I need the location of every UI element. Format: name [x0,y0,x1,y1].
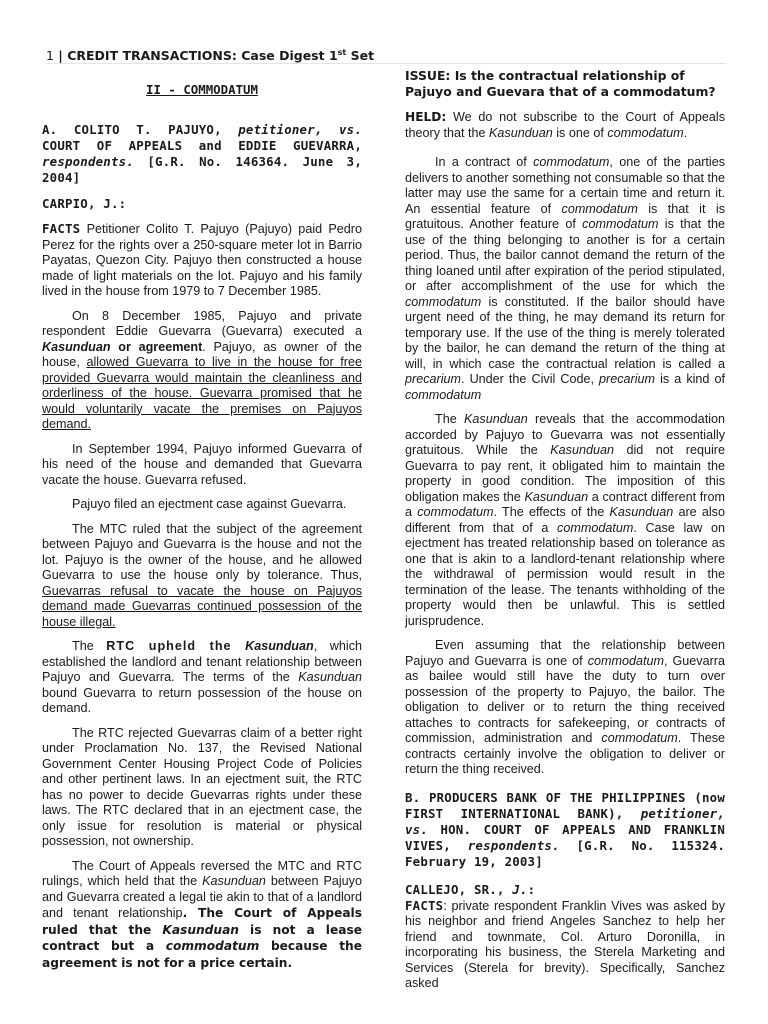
held-text-b: is one of [552,125,608,140]
p8-text-b: between Pajuyo and Guevarra created a legal tie akin to that of a landlord and tenant relationship [42,874,362,920]
case-b-petitioner: petitioner, vs. [405,805,725,837]
case-b-respondents: respondents. [467,837,560,853]
r2-comm-5: commodatum [405,387,482,402]
p8-kasunduan-2: Kasunduan [162,922,239,937]
r3-k1: Kasunduan [464,412,528,426]
p8-bold-2: is not a lease contract but a [42,922,362,953]
r2-e: is constituted. If the bailor should have urgent need of the thing, he may demand its return for temporary use. If the use of the thing is merely tolerated by the bailor, he can demand the return of the thing at will, in which case the contractual relation is called a [405,294,725,371]
p6-bold: RTC upheld the [106,639,246,653]
facts-text: Petitioner Colito T. Pajuyo (Pajuyo) paid Pedro Perez for the rights over a 250-square meter lot in Barrio Payatas, Quezon City. Pajuyo then constructed a house made of light materials on the lot. Pajuyo and his family lived in the house from 1979 to 7 December 1985. [42,222,362,298]
p2-underlined: allowed Guevarra to live in the house for free provided Guevarra would maintain the cleanliness and orderliness of the house. Guevarra promised that he would voluntarily vacate the premises on Pajuyos demand. [42,355,362,431]
issue-heading: ISSUE: Is the contractual relationship of Pajuyo and Guevara that of a commodatum? [405,68,716,99]
facts-b-text: : private respondent Franklin Vives was asked by his neighbor and friend Angeles Sanchez to help her friend and townmate, Col. Arturo Doronilla, in incorporating his business, the Sterela Marketing and Services (Sterela for brevity). Specifically, Sanchez asked [405,898,725,990]
r2-precarium-2: precarium [599,372,656,386]
case-a-heading [42,122,362,186]
r3-k2: Kasunduan [550,443,615,457]
case-a-petitioner: petitioner, vs. [238,122,362,137]
r4-c: . These contracts certainly involve the obligation to deliver or return the thing received. [405,731,725,776]
case-b-label: B. PRODUCERS BANK OF THE PHILIPPINES (now FIRST INTERNATIONAL BANK), [405,789,725,821]
paragraph-mtc [42,522,362,631]
paragraph-september: In September 1994, Pajuyo informed Guevarra of his need of the house and demanded that Guevarra vacate the house. Guevarra refused. [42,441,362,487]
facts-paragraph [42,221,362,300]
section-title: II - COMMODATUM [146,82,258,97]
p6-kasunduan: Kasunduan [245,639,314,653]
r3-c: did not require Guevarra to pay rent, it obligated him to maintain the property in good condition. The imposition of this obligation makes the [405,443,725,504]
case-b-justice [405,882,725,898]
r3-b: reveals that the accommodation accorded by Pajuyo to Guevarra was not essentially gratuitous. While the [405,412,725,457]
r2-comm-1: commodatum [533,155,610,169]
facts-label: FACTS [42,221,81,236]
paragraph-even-assuming [405,638,725,778]
r3-k4: Kasunduan [609,505,674,519]
r2-comm-4: commodatum [405,294,482,309]
held-text-c: . [683,125,688,140]
r2-d: is that the use of the thing belonging to another is for a certain period. Thus, the bailor cannot demand the return of the thing loaned until after expiration of the period stipulated, or after accomplishment of the use for which the [405,217,725,293]
p5-underlined: Guevarras refusal to vacate the house on Pajuyos demand made Guevarras continued possession of the house illegal. [42,583,362,629]
right-column [405,68,725,992]
r3-d: a contract different from a [405,489,725,519]
r2-b: , one of the parties delivers to another something not consumable so that the latter may use the same for a certain time and return it. An essential feature of [405,155,725,216]
paragraph-kasunduan [42,309,362,433]
facts-b-label: FACTS [405,897,444,913]
held-text-a: We do not subscribe to the Court of Appeals theory that the [405,110,725,140]
paragraph-court-of-appeals [42,859,362,972]
page-number: 1 [46,48,54,64]
header-title-sup: st [337,48,347,57]
p8-commodatum: commodatum [165,939,260,953]
case-b-justice-colon: : [527,881,536,897]
r2-c: is that it is gratuitous. Another feature of [405,201,725,231]
p8-kasunduan: Kasunduan [202,874,266,888]
facts-b-paragraph [405,898,725,992]
r3-e: . The effects of the [493,505,610,519]
p8-bold-1: . The Court of Appeals ruled that the [42,906,362,937]
r2-g: is a kind of [655,372,725,386]
page-header [46,44,726,65]
r3-a: The [435,412,465,426]
held-paragraph [405,109,725,141]
r2-f: . Under the Civil Code, [461,372,600,386]
case-b-court: HON. COURT OF APPEALS AND FRANKLIN VIVES, [405,821,725,853]
paragraph-rtc [42,639,362,717]
r2-comm-3: commodatum [582,217,659,231]
held-commodatum: commodatum [607,125,684,140]
r3-k3: Kasunduan [524,489,589,504]
case-a-court: COURT OF APPEALS and EDDIE GUEVARRA, [42,138,362,153]
r2-comm-2: commodatum [561,201,638,216]
r3-comm-1: commodatum [417,505,494,519]
r2-a: In a contract of [435,155,534,169]
header-divider [46,63,726,64]
header-title-suffix: Set [346,48,375,64]
paragraph-rtc-rejected: The RTC rejected Guevarras claim of a better right under Proclamation No. 137, the Revised National Government Center Housing Project Code of Policies and other pertinent laws. In an ejectment suit, the RTC has no power to decide Guevarras rights under these laws. The RTC declared that in an ejectment case, the only issue for resolution is material or physical possession, not ownership. [42,725,362,848]
p2-or-agreement: or agreement [110,339,203,354]
header-title: | CREDIT TRANSACTIONS: Case Digest 1 [53,48,338,64]
case-b-justice-name: CALLEJO, SR., [405,881,513,897]
case-a-justice: CARPIO, J.: [42,196,127,211]
p5-text: The MTC ruled that the subject of the agreement between Pajuyo and Guevarra is the house and not the lot. Pajuyo is the owner of the house, and he allowed Guevarra to use the house only by tolerance. Thus, [42,521,362,582]
r3-comm-2: commodatum [557,520,634,535]
p8-text-a: The Court of Appeals reversed the MTC and RTC rulings, which held that the [42,858,362,888]
p6-kasunduan-2: Kasunduan [298,670,362,684]
p8-bold-3: because the agreement is not for a price certain. [42,939,362,970]
p6-text-c: bound Guevarra to return possession of the house on demand. [42,685,362,715]
r4-b: , Guevarra as bailee would still have the duty to turn over possession of the property to Pajuyo, the bailor. The obligation to deliver or to return the thing received attaches to contracts for safekeeping, or contracts of commission, administration and [405,653,725,745]
r3-f: are also different from that of a [405,505,725,535]
paragraph-ejectment: Pajuyo filed an ejectment case against Guevarra. [72,497,347,511]
case-b-justice-j: J. [512,881,528,897]
p6-text-b: , which established the landlord and tenant relationship between Pajuyo and Guevarra. The terms of the [42,639,362,684]
case-a-label: A. COLITO T. PAJUYO, [42,122,239,137]
r3-g: . Case law on ejectment has treated relationship based on tolerance as one that is akin to a landlord-tenant relationship where the withdrawal of permission would result in the termination of the lease. The tenants withholding of the property would then be unlawful. This is settled jurisprudence. [405,520,725,628]
case-a-gr: [G.R. No. 146364. June 3, 2004] [42,154,362,185]
case-b-heading [405,790,725,870]
p2-text-a: On 8 December 1985, Pajuyo and private respondent Eddie Guevarra (Guevarra) executed a [42,308,362,338]
held-label: HELD: [405,110,447,124]
held-kasunduan: Kasunduan [489,125,553,140]
r4-a: Even assuming that the relationship between Pajuyo and Guevarra is one of [405,638,725,668]
r4-comm-2: commodatum [601,731,678,745]
paragraph-kasunduan-reveals [405,412,725,629]
r2-precarium: precarium [405,372,461,386]
left-column [42,68,362,971]
p2-kasunduan: Kasunduan [42,339,111,354]
case-b-gr: [G.R. No. 115324. February 19, 2003] [405,837,725,869]
p6-text-a: The [72,639,107,653]
case-a-respondents: respondents. [42,154,134,169]
r4-comm-1: commodatum [587,653,664,668]
p2-text-b: . Pajuyo, as owner of the house, [42,339,362,369]
paragraph-contract-commodatum [405,155,725,403]
